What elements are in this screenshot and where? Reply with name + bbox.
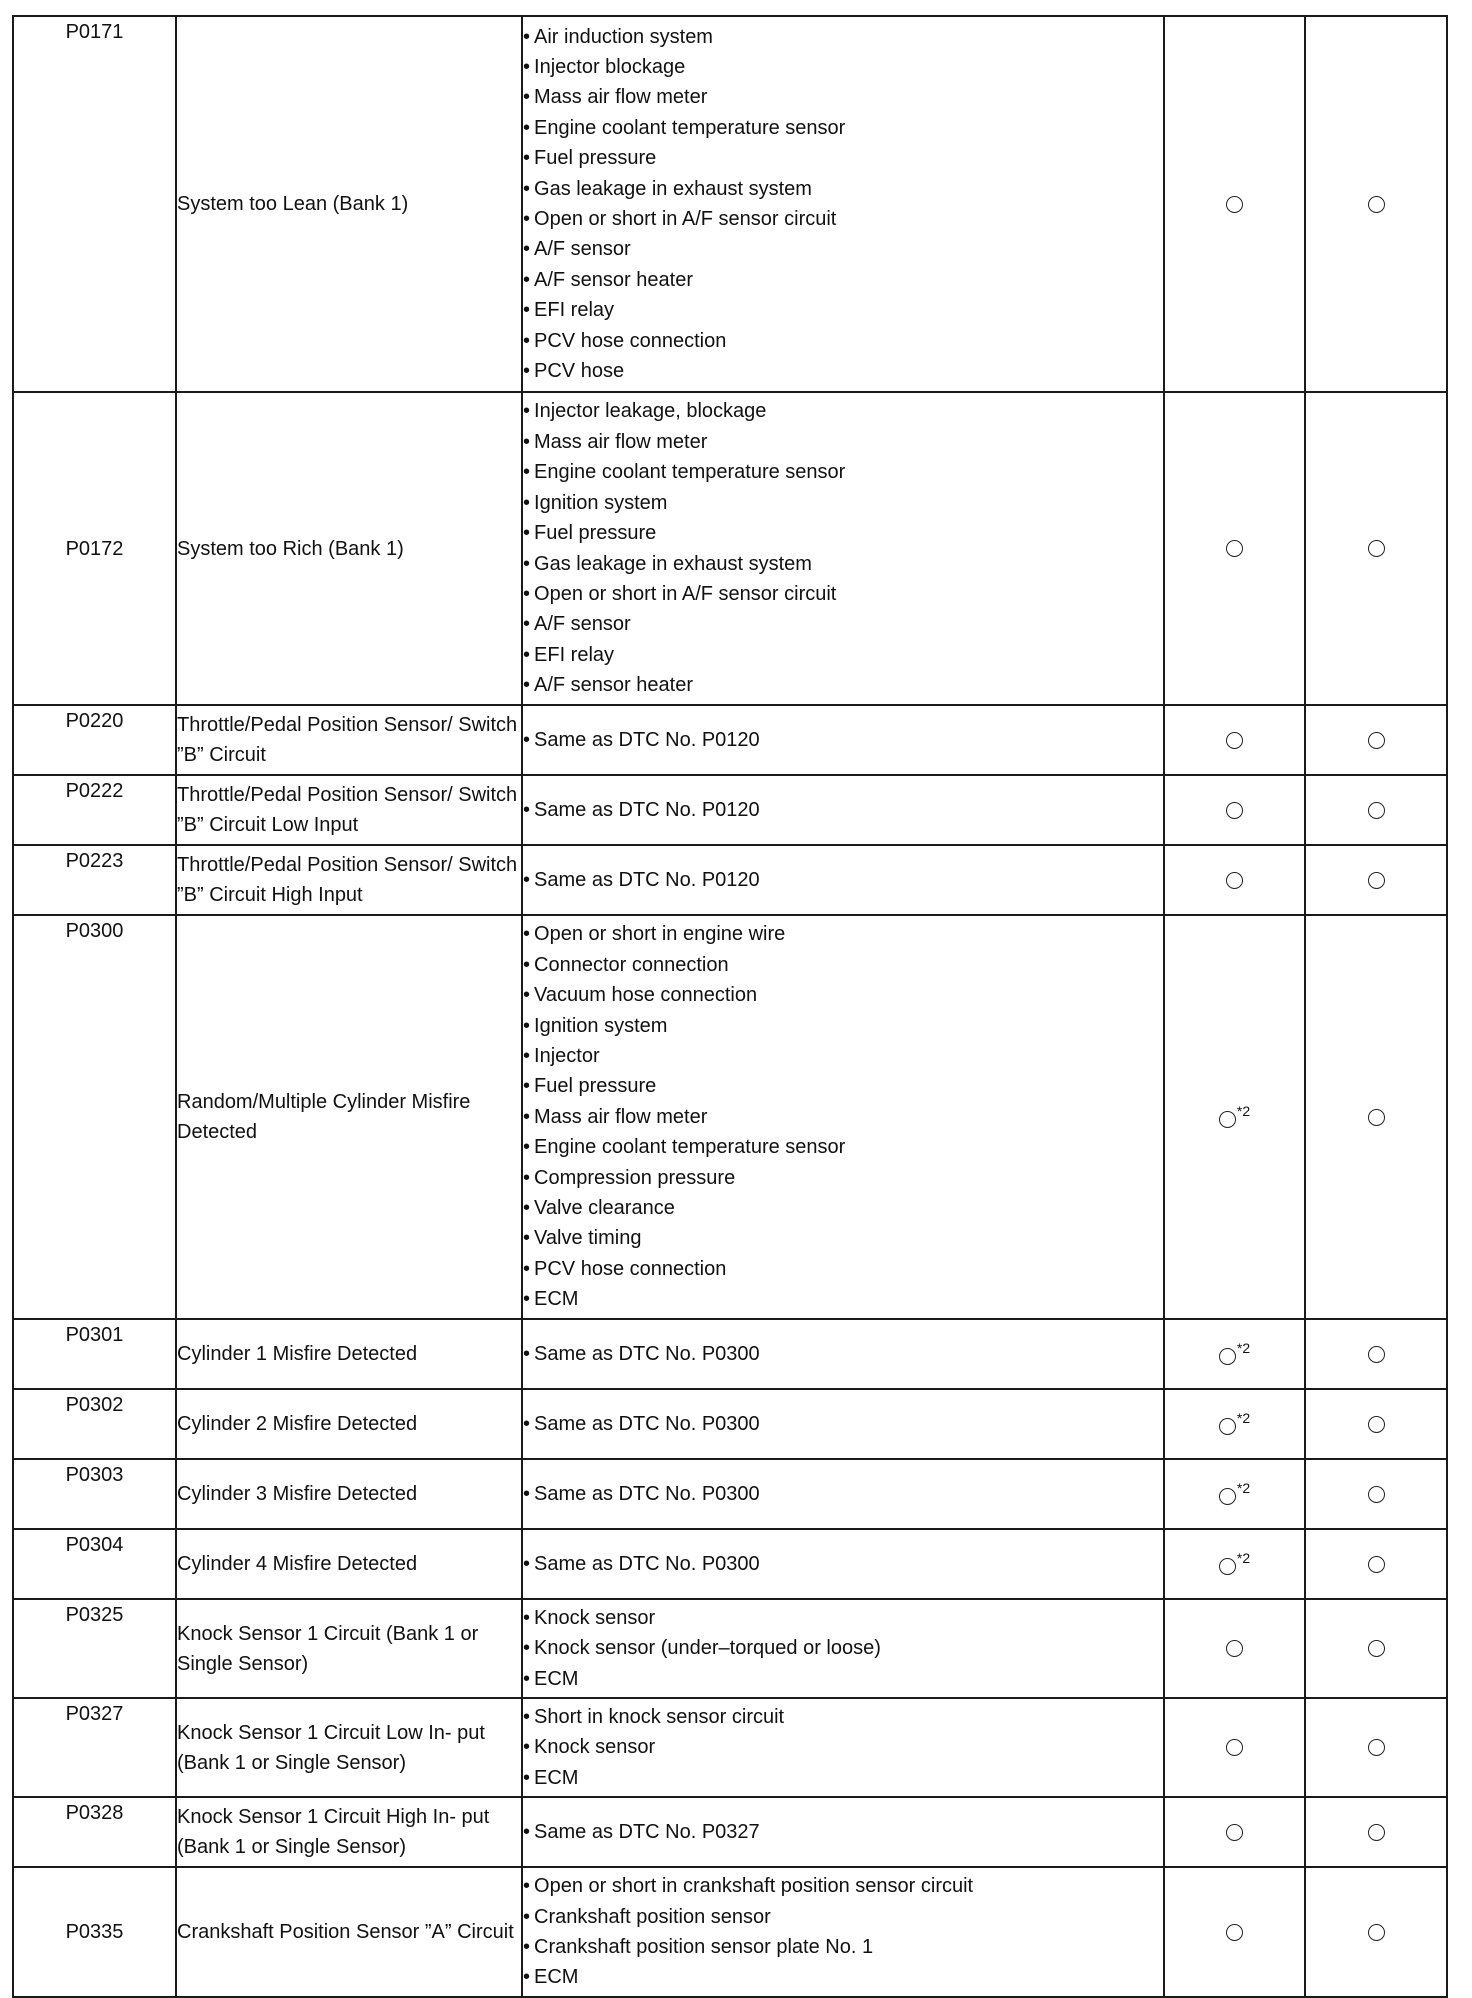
circle-mark-icon	[1219, 1348, 1236, 1365]
trouble-area-list	[523, 865, 1163, 895]
mil-cell	[1164, 1319, 1305, 1389]
dtc-table-body	[13, 16, 1447, 1997]
mil-cell	[1164, 392, 1305, 705]
trouble-area-item: • Short in knock sensor circuit	[523, 1702, 1163, 1732]
circle-mark-icon	[1368, 196, 1385, 213]
trouble-area	[522, 915, 1164, 1319]
trouble-area-item: • Same as DTC No. P0327	[523, 1817, 1163, 1847]
circle-mark-icon	[1368, 1824, 1385, 1841]
circle-mark-icon	[1368, 540, 1385, 557]
trouble-area-item: • Injector blockage	[523, 52, 1163, 82]
trouble-area-item: • Ignition system	[523, 1011, 1163, 1041]
detection-item: Cylinder 2 Misfire Detected	[176, 1389, 522, 1459]
dtc-row	[13, 1797, 1447, 1867]
mil-cell	[1164, 1599, 1305, 1698]
mil-cell	[1164, 705, 1305, 775]
trouble-area-item: • Gas leakage in exhaust system	[523, 549, 1163, 579]
dtc-row	[13, 1389, 1447, 1459]
trouble-area-item: • Valve timing	[523, 1223, 1163, 1253]
mil-cell	[1164, 845, 1305, 915]
trouble-area-item: • Same as DTC No. P0300	[523, 1339, 1163, 1369]
memory-cell	[1305, 775, 1447, 845]
memory-cell	[1305, 1698, 1447, 1797]
circle-mark-icon	[1219, 1558, 1236, 1575]
detection-item: Cylinder 4 Misfire Detected	[176, 1529, 522, 1599]
memory-cell	[1305, 915, 1447, 1319]
trouble-area-list	[523, 396, 1163, 700]
mil-cell	[1164, 775, 1305, 845]
trouble-area	[522, 392, 1164, 705]
trouble-area-item: • Gas leakage in exhaust system	[523, 174, 1163, 204]
trouble-area-item: • Same as DTC No. P0120	[523, 795, 1163, 825]
trouble-area	[522, 1529, 1164, 1599]
mil-cell	[1164, 1698, 1305, 1797]
trouble-area-list	[523, 919, 1163, 1314]
trouble-area-item: • Air induction system	[523, 22, 1163, 52]
trouble-area-item: • Knock sensor	[523, 1603, 1163, 1633]
trouble-area-list	[523, 1339, 1163, 1369]
trouble-area-item: • Open or short in crankshaft position sensor circuit	[523, 1871, 1163, 1901]
trouble-area-item: • Fuel pressure	[523, 143, 1163, 173]
dtc-row	[13, 1459, 1447, 1529]
circle-mark-icon	[1368, 872, 1385, 889]
detection-item: Knock Sensor 1 Circuit Low In- put (Bank 1 or Single Sensor)	[176, 1698, 522, 1797]
trouble-area-item: • Same as DTC No. P0120	[523, 725, 1163, 755]
trouble-area-item: • ECM	[523, 1763, 1163, 1793]
memory-cell	[1305, 16, 1447, 392]
trouble-area	[522, 1867, 1164, 1997]
circle-mark-icon	[1368, 1109, 1385, 1126]
dtc-row	[13, 1319, 1447, 1389]
trouble-area-item: • PCV hose connection	[523, 1254, 1163, 1284]
trouble-area-item: • Engine coolant temperature sensor	[523, 113, 1163, 143]
trouble-area-list	[523, 1817, 1163, 1847]
memory-cell	[1305, 845, 1447, 915]
trouble-area-list	[523, 1549, 1163, 1579]
circle-mark-icon	[1226, 1640, 1243, 1657]
trouble-area-list	[523, 1479, 1163, 1509]
dtc-code: P0303	[13, 1459, 176, 1529]
memory-cell	[1305, 1599, 1447, 1698]
detection-item: Throttle/Pedal Position Sensor/ Switch ”B” Circuit High Input	[176, 845, 522, 915]
circle-mark-icon	[1226, 732, 1243, 749]
memory-cell	[1305, 1867, 1447, 1997]
footnote-ref: *2	[1236, 1103, 1251, 1119]
trouble-area-list	[523, 22, 1163, 387]
trouble-area-item: • Mass air flow meter	[523, 82, 1163, 112]
mil-cell	[1164, 915, 1305, 1319]
mil-cell	[1164, 1797, 1305, 1867]
trouble-area	[522, 775, 1164, 845]
trouble-area-list	[523, 1871, 1163, 1993]
trouble-area-list	[523, 1702, 1163, 1793]
trouble-area-item: • EFI relay	[523, 295, 1163, 325]
dtc-code: P0220	[13, 705, 176, 775]
trouble-area-item: • Fuel pressure	[523, 518, 1163, 548]
detection-item: System too Lean (Bank 1)	[176, 16, 522, 392]
trouble-area-list	[523, 725, 1163, 755]
trouble-area-item: • A/F sensor heater	[523, 670, 1163, 700]
memory-cell	[1305, 392, 1447, 705]
trouble-area-item: • ECM	[523, 1962, 1163, 1992]
trouble-area-item: • Injector	[523, 1041, 1163, 1071]
trouble-area	[522, 1797, 1164, 1867]
trouble-area-item: • Open or short in A/F sensor circuit	[523, 579, 1163, 609]
mil-cell	[1164, 1529, 1305, 1599]
circle-mark-icon	[1219, 1111, 1236, 1128]
trouble-area-item: • Same as DTC No. P0300	[523, 1409, 1163, 1439]
dtc-row	[13, 1698, 1447, 1797]
dtc-code: P0172	[13, 392, 176, 705]
circle-mark-icon	[1368, 1640, 1385, 1657]
trouble-area-item: • Engine coolant temperature sensor	[523, 457, 1163, 487]
trouble-area-item: • A/F sensor heater	[523, 265, 1163, 295]
mil-cell	[1164, 16, 1305, 392]
dtc-table	[12, 15, 1448, 1998]
circle-mark-icon	[1226, 872, 1243, 889]
detection-item: Crankshaft Position Sensor ”A” Circuit	[176, 1867, 522, 1997]
dtc-row	[13, 1529, 1447, 1599]
trouble-area-list	[523, 1603, 1163, 1694]
trouble-area-item: • Open or short in A/F sensor circuit	[523, 204, 1163, 234]
detection-item: System too Rich (Bank 1)	[176, 392, 522, 705]
trouble-area-item: • Engine coolant temperature sensor	[523, 1132, 1163, 1162]
circle-mark-icon	[1368, 1924, 1385, 1941]
trouble-area	[522, 1698, 1164, 1797]
trouble-area-item: • Knock sensor	[523, 1732, 1163, 1762]
trouble-area-item: • Crankshaft position sensor	[523, 1902, 1163, 1932]
trouble-area-item: • Injector leakage, blockage	[523, 396, 1163, 426]
dtc-row	[13, 705, 1447, 775]
dtc-row	[13, 16, 1447, 392]
trouble-area-item: • Vacuum hose connection	[523, 980, 1163, 1010]
circle-mark-icon	[1368, 1486, 1385, 1503]
circle-mark-icon	[1219, 1418, 1236, 1435]
footnote-ref: *2	[1236, 1340, 1251, 1356]
dtc-code: P0327	[13, 1698, 176, 1797]
trouble-area	[522, 1459, 1164, 1529]
trouble-area-item: • Same as DTC No. P0300	[523, 1479, 1163, 1509]
dtc-code: P0300	[13, 915, 176, 1319]
trouble-area-item: • Connector connection	[523, 950, 1163, 980]
detection-item: Knock Sensor 1 Circuit (Bank 1 or Single Sensor)	[176, 1599, 522, 1698]
dtc-code: P0301	[13, 1319, 176, 1389]
dtc-code: P0328	[13, 1797, 176, 1867]
trouble-area-item: • Open or short in engine wire	[523, 919, 1163, 949]
dtc-row	[13, 775, 1447, 845]
detection-item: Cylinder 3 Misfire Detected	[176, 1459, 522, 1529]
trouble-area-item: • Knock sensor (under–torqued or loose)	[523, 1633, 1163, 1663]
detection-item: Cylinder 1 Misfire Detected	[176, 1319, 522, 1389]
detection-item: Throttle/Pedal Position Sensor/ Switch ”B” Circuit	[176, 705, 522, 775]
trouble-area-item: • Mass air flow meter	[523, 1102, 1163, 1132]
mil-cell	[1164, 1459, 1305, 1529]
circle-mark-icon	[1219, 1488, 1236, 1505]
footnote-ref: *2	[1236, 1410, 1251, 1426]
trouble-area	[522, 16, 1164, 392]
circle-mark-icon	[1226, 802, 1243, 819]
trouble-area-item: • ECM	[523, 1284, 1163, 1314]
trouble-area-item: • PCV hose	[523, 356, 1163, 386]
dtc-row	[13, 1599, 1447, 1698]
memory-cell	[1305, 1797, 1447, 1867]
circle-mark-icon	[1368, 1346, 1385, 1363]
trouble-area	[522, 1389, 1164, 1459]
dtc-code: P0223	[13, 845, 176, 915]
mil-cell	[1164, 1389, 1305, 1459]
trouble-area-item: • PCV hose connection	[523, 326, 1163, 356]
trouble-area-item: • ECM	[523, 1664, 1163, 1694]
trouble-area	[522, 705, 1164, 775]
detection-item: Knock Sensor 1 Circuit High In- put (Bank 1 or Single Sensor)	[176, 1797, 522, 1867]
trouble-area-item: • Ignition system	[523, 488, 1163, 518]
detection-item: Throttle/Pedal Position Sensor/ Switch ”B” Circuit Low Input	[176, 775, 522, 845]
circle-mark-icon	[1368, 802, 1385, 819]
trouble-area-item: • Same as DTC No. P0300	[523, 1549, 1163, 1579]
dtc-code: P0171	[13, 16, 176, 392]
dtc-row	[13, 845, 1447, 915]
trouble-area-item: • Mass air flow meter	[523, 427, 1163, 457]
dtc-row	[13, 1867, 1447, 1997]
memory-cell	[1305, 705, 1447, 775]
trouble-area-list	[523, 1409, 1163, 1439]
trouble-area	[522, 1319, 1164, 1389]
trouble-area	[522, 1599, 1164, 1698]
dtc-code: P0304	[13, 1529, 176, 1599]
dtc-code: P0302	[13, 1389, 176, 1459]
mil-cell	[1164, 1867, 1305, 1997]
trouble-area-item: • Valve clearance	[523, 1193, 1163, 1223]
dtc-code: P0325	[13, 1599, 176, 1698]
trouble-area-item: • Same as DTC No. P0120	[523, 865, 1163, 895]
footnote-ref: *2	[1236, 1480, 1251, 1496]
trouble-area-item: • Crankshaft position sensor plate No. 1	[523, 1932, 1163, 1962]
circle-mark-icon	[1368, 732, 1385, 749]
memory-cell	[1305, 1529, 1447, 1599]
trouble-area-list	[523, 795, 1163, 825]
trouble-area-item: • Compression pressure	[523, 1163, 1163, 1193]
circle-mark-icon	[1226, 1739, 1243, 1756]
dtc-code: P0222	[13, 775, 176, 845]
footnote-ref: *2	[1236, 1550, 1251, 1566]
circle-mark-icon	[1226, 1824, 1243, 1841]
trouble-area-item: • Fuel pressure	[523, 1071, 1163, 1101]
memory-cell	[1305, 1389, 1447, 1459]
memory-cell	[1305, 1319, 1447, 1389]
detection-item: Random/Multiple Cylinder Misfire Detected	[176, 915, 522, 1319]
dtc-row	[13, 915, 1447, 1319]
circle-mark-icon	[1226, 196, 1243, 213]
trouble-area	[522, 845, 1164, 915]
memory-cell	[1305, 1459, 1447, 1529]
circle-mark-icon	[1368, 1416, 1385, 1433]
circle-mark-icon	[1368, 1739, 1385, 1756]
circle-mark-icon	[1226, 1924, 1243, 1941]
trouble-area-item: • A/F sensor	[523, 609, 1163, 639]
circle-mark-icon	[1226, 540, 1243, 557]
dtc-row	[13, 392, 1447, 705]
circle-mark-icon	[1368, 1556, 1385, 1573]
trouble-area-item: • A/F sensor	[523, 234, 1163, 264]
trouble-area-item: • EFI relay	[523, 640, 1163, 670]
dtc-code: P0335	[13, 1867, 176, 1997]
